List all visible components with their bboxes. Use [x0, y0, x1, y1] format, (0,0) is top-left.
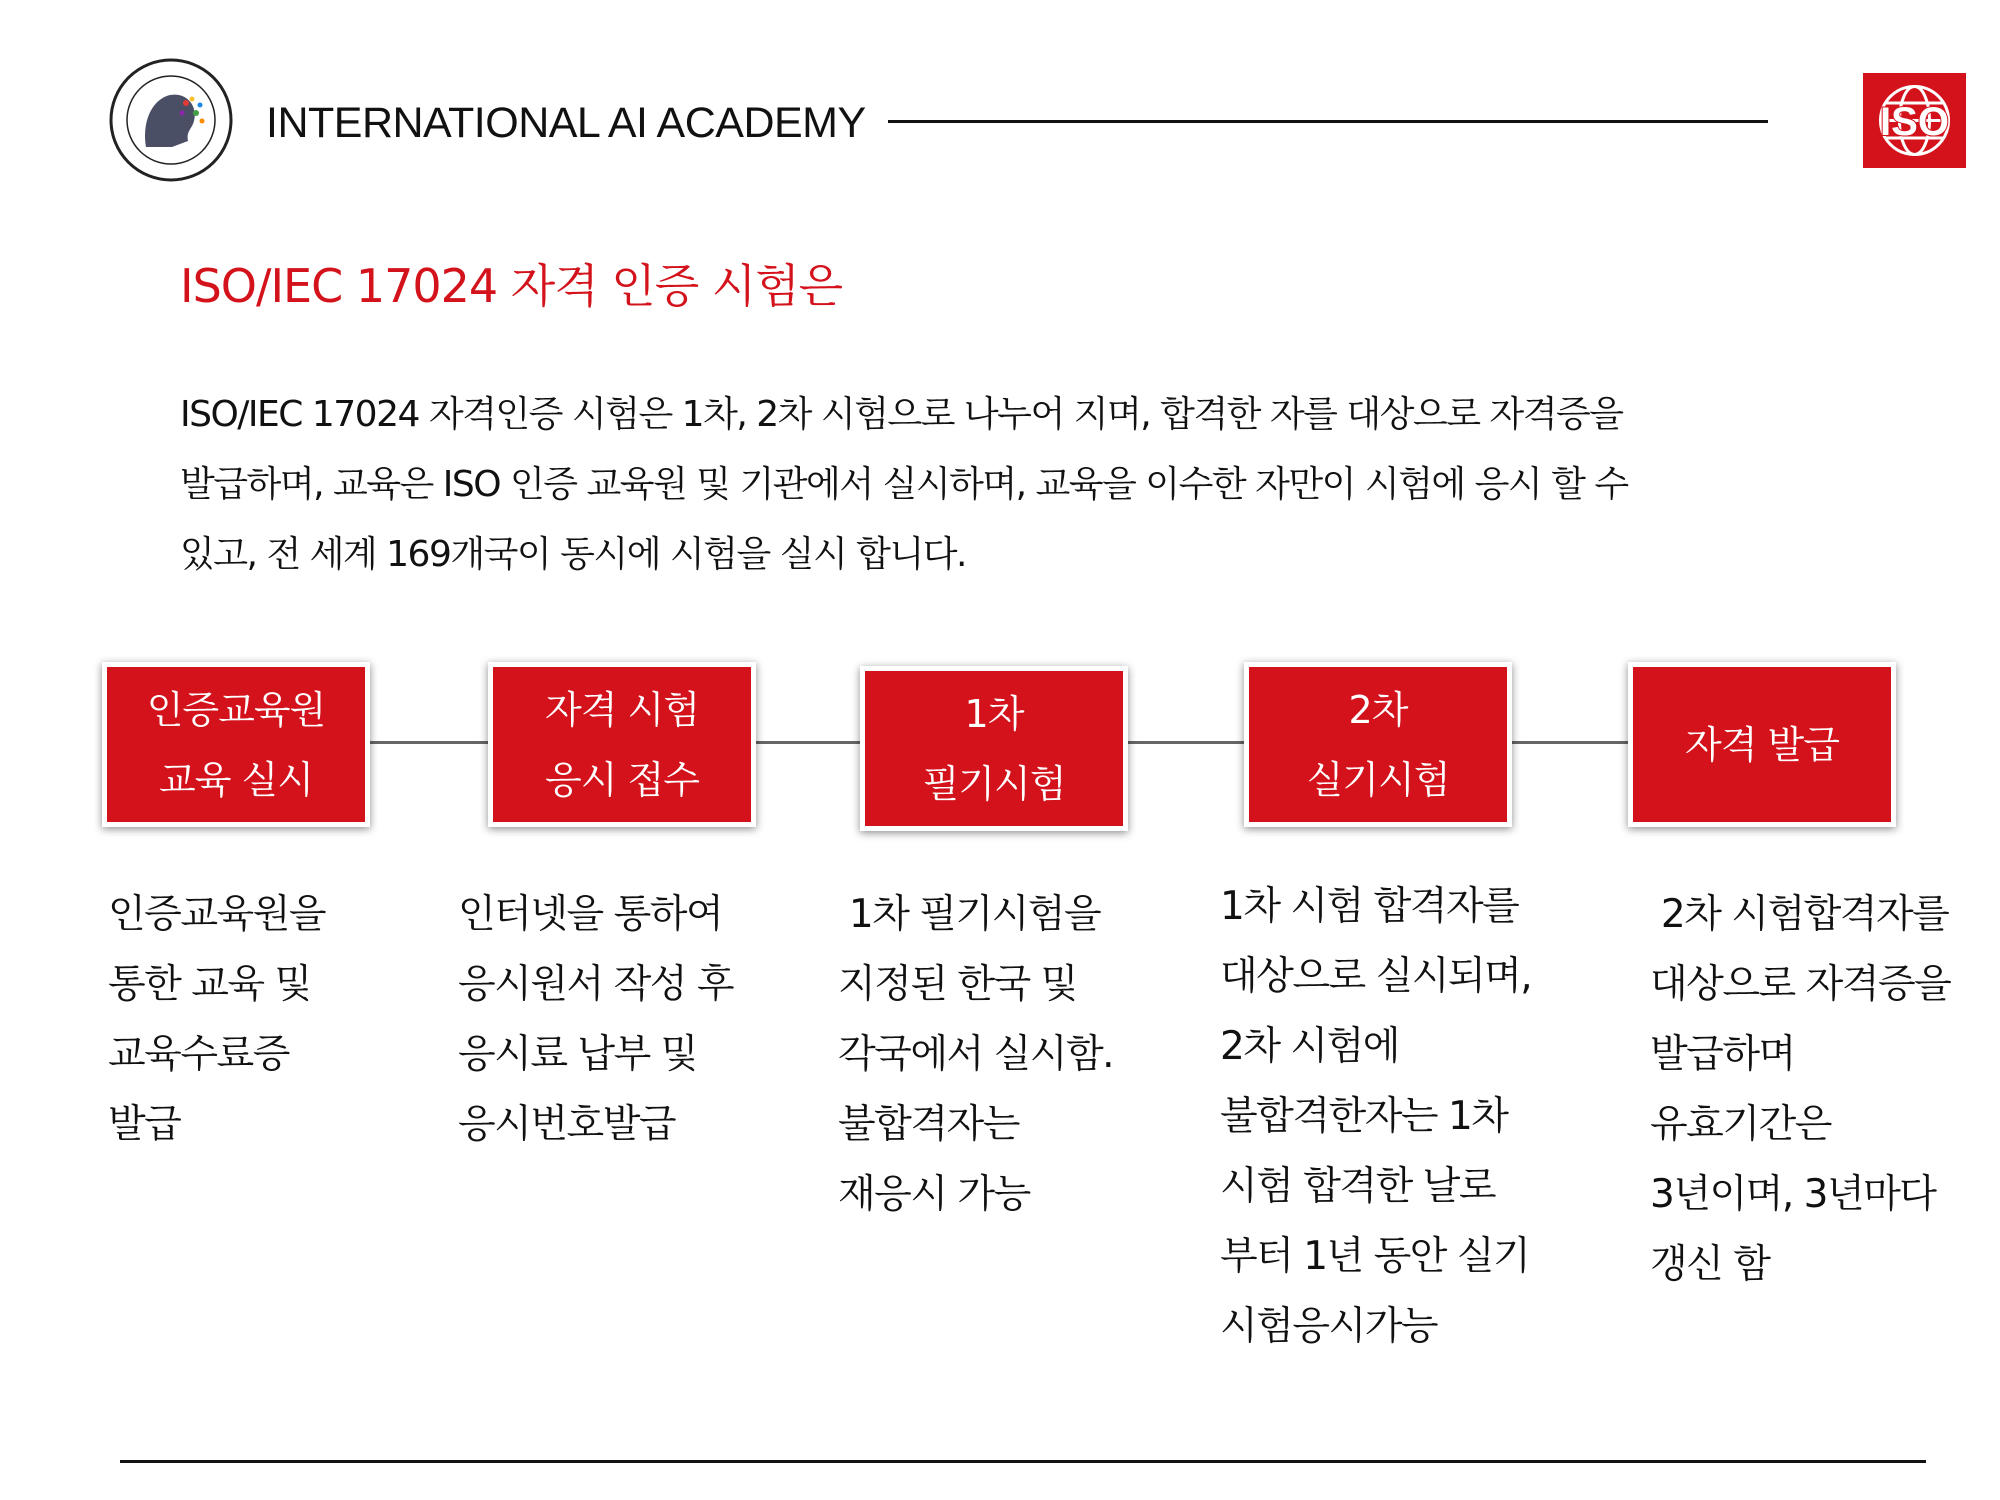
step-label: 응시 접수: [545, 757, 699, 802]
footer-divider: [120, 1460, 1926, 1463]
description-line: 3년이며, 3년마다: [1650, 1172, 1936, 1217]
header-divider: [888, 120, 1768, 123]
step-description-practical-exam: [1220, 872, 1531, 1362]
description-line: 대상으로 자격증을: [1650, 962, 1951, 1007]
description-line: 발급: [108, 1102, 181, 1147]
step-label: 인증교육원: [146, 687, 326, 732]
step-description-written-exam: [838, 880, 1113, 1230]
description-line: 불합격자는: [838, 1102, 1019, 1147]
intro-line: 발급하며, 교육은 ISO 인증 교육원 및 기관에서 실시하며, 교육을 이수한 자만이 시험에 응시 할 수: [180, 464, 1628, 505]
description-line: 지정된 한국 및: [838, 962, 1077, 1007]
description-line: 인증교육원을: [108, 892, 326, 937]
iso-logo: [1863, 73, 1966, 168]
description-line: 1차 필기시험을: [838, 892, 1101, 937]
description-line: 불합격한자는 1차: [1220, 1094, 1508, 1139]
description-line: 대상으로 실시되며,: [1220, 954, 1532, 999]
description-line: 인터넷을 통하여: [458, 892, 723, 937]
step-box-certificate: [1628, 662, 1896, 827]
step-label: 2차: [1348, 687, 1408, 732]
svg-text:ISO: ISO: [1880, 100, 1949, 144]
intro-paragraph: [180, 380, 1820, 590]
description-line: 각국에서 실시함.: [838, 1032, 1114, 1077]
academy-logo: [106, 55, 236, 185]
description-line: 1차 시험 합격자를: [1220, 884, 1519, 929]
description-line: 시험응시가능: [1220, 1304, 1438, 1349]
description-line: 응시번호발급: [458, 1102, 676, 1147]
step-label: 실기시험: [1306, 757, 1450, 802]
description-line: 교육수료증: [108, 1032, 289, 1077]
description-line: 응시료 납부 및: [458, 1032, 697, 1077]
description-line: 발급하며: [1650, 1032, 1795, 1077]
description-line: 응시원서 작성 후: [458, 962, 734, 1007]
description-line: 시험 합격한 날로: [1220, 1164, 1496, 1209]
intro-line: 있고, 전 세계 169개국이 동시에 시험을 실시 합니다.: [180, 534, 966, 575]
ai-academy-seal-icon: [106, 55, 236, 185]
iso-globe-icon: [1863, 73, 1966, 168]
step-box-application: [488, 662, 756, 827]
step-label: 교육 실시: [159, 757, 313, 802]
description-line: 유효기간은: [1650, 1102, 1831, 1147]
step-label: 자격 시험: [545, 687, 699, 732]
description-line: 재응시 가능: [838, 1172, 1030, 1217]
org-name: INTERNATIONAL AI ACADEMY: [266, 99, 866, 147]
step-label: 필기시험: [922, 761, 1066, 806]
step-description-certificate: [1650, 880, 1950, 1300]
step-description-application: [458, 880, 733, 1160]
description-line: 갱신 함: [1650, 1242, 1770, 1287]
step-label: 자격 발급: [1685, 722, 1839, 767]
intro-line: ISO/IEC 17024 자격인증 시험은 1차, 2차 시험으로 나누어 지며, 합격한 자를 대상으로 자격증을: [180, 394, 1623, 435]
step-box-written-exam: [860, 666, 1128, 831]
description-line: 2차 시험합격자를: [1650, 892, 1949, 937]
description-line: 2차 시험에: [1220, 1024, 1399, 1069]
description-line: 통한 교육 및: [108, 962, 311, 1007]
description-line: 부터 1년 동안 실기: [1220, 1234, 1530, 1279]
section-title: ISO/IEC 17024 자격 인증 시험은: [180, 259, 843, 313]
step-label: 1차: [964, 691, 1024, 736]
step-description-education: [108, 880, 325, 1160]
step-box-education: [102, 662, 370, 827]
step-box-practical-exam: [1244, 662, 1512, 827]
